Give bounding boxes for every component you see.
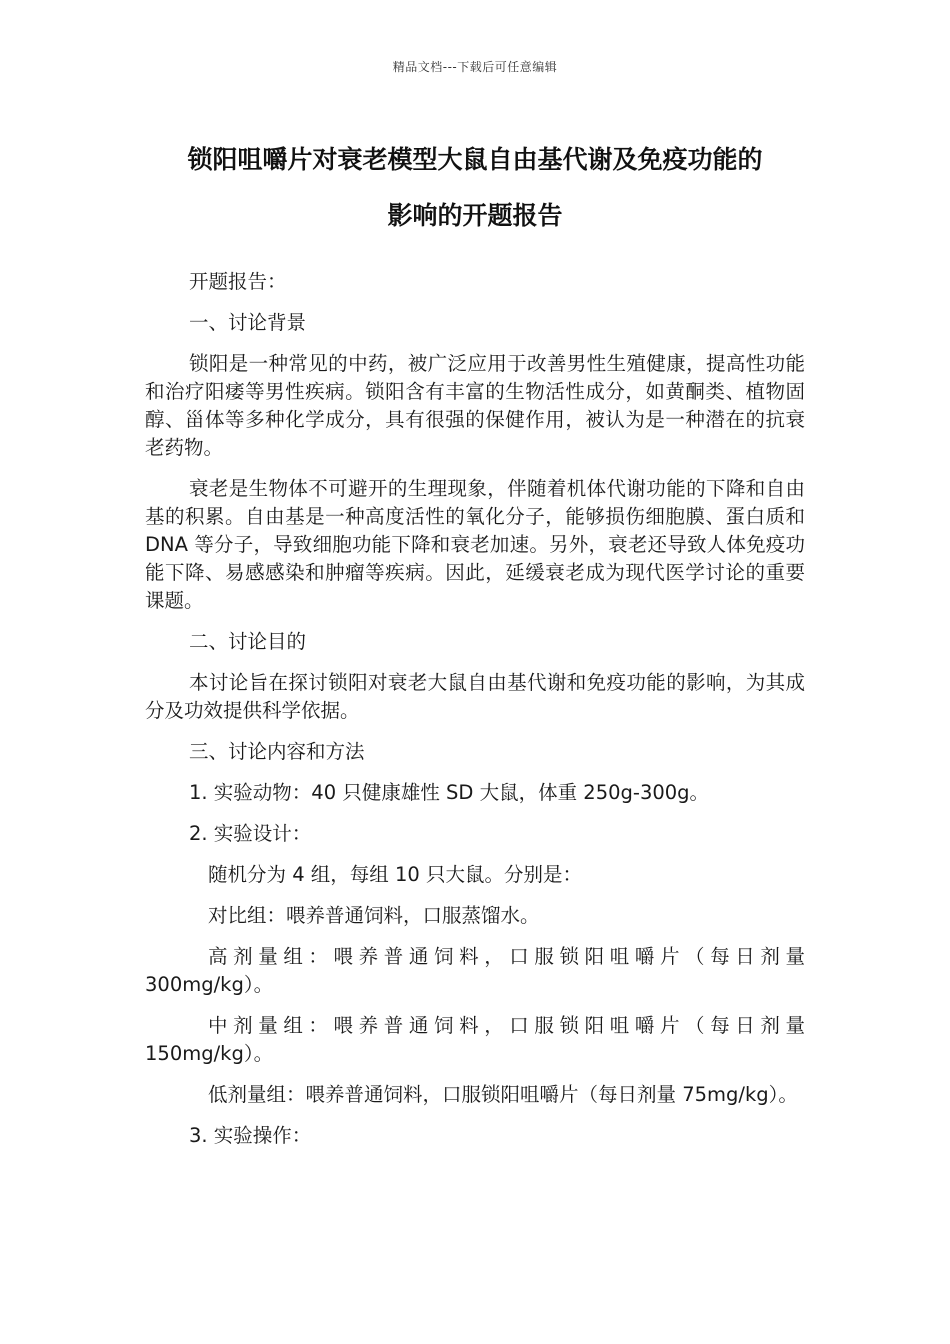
title-line-2: 影响的开题报告 xyxy=(387,201,563,230)
group-medium-dose: 中剂量组：喂养普通饲料，口服锁阳咀嚼片（每日剂量 150mg/kg）。 xyxy=(145,1014,805,1065)
group-low-dose: 低剂量组：喂养普通饲料，口服锁阳咀嚼片（每日剂量 75mg/kg）。 xyxy=(208,1083,798,1106)
header-note: 精品文档---下载后可任意编辑 xyxy=(392,60,558,74)
title-line-1: 锁阳咀嚼片对衰老模型大鼠自由基代谢及免疫功能的 xyxy=(187,145,763,174)
heading-purpose: 二、讨论目的 xyxy=(189,630,307,653)
group-high-dose: 高剂量组：喂养普通饲料，口服锁阳咀嚼片（每日剂量 300mg/kg）。 xyxy=(145,945,805,996)
paragraph-suoyang-intro: 锁阳是一种常见的中药，被广泛应用于改善男性生殖健康，提高性功能和治疗阳痿等男性疾病。锁阳含有丰富的生物活性成分，如黄酮类、植物固醇、甾体等多种化学成分，具有很强的保健作用，被认为是一种潜在的抗衰老药物。 xyxy=(145,352,805,459)
document-body xyxy=(145,268,805,1163)
paragraph-aging: 衰老是生物体不可避开的生理现象，伴随着机体代谢功能的下降和自由基的积累。自由基是一种高度活性的氧化分子，能够损伤细胞膜、蛋白质和 DNA 等分子，导致细胞功能下降和衰老加速。另外，衰老还导致人体免疫功能下降、易感感染和肿瘤等疾病。因此，延缓衰老成为现代医学讨论的重要课题。 xyxy=(145,477,805,612)
paragraph-purpose: 本讨论旨在探讨锁阳对衰老大鼠自由基代谢和免疫功能的影响，为其成分及功效提供科学依据。 xyxy=(145,671,805,722)
item-animals: 1. 实验动物：40 只健康雄性 SD 大鼠，体重 250g-300g。 xyxy=(189,781,710,804)
item-operation: 3. 实验操作： xyxy=(189,1124,312,1147)
item-design: 2. 实验设计： xyxy=(189,822,312,845)
document-title xyxy=(120,132,830,244)
section-label-report: 开题报告： xyxy=(189,270,287,293)
heading-methods: 三、讨论内容和方法 xyxy=(189,740,365,763)
group-control: 对比组：喂养普通饲料，口服蒸馏水。 xyxy=(208,904,540,927)
heading-background: 一、讨论背景 xyxy=(189,311,307,334)
paragraph-grouping: 随机分为 4 组，每组 10 只大鼠。分别是： xyxy=(208,863,583,886)
